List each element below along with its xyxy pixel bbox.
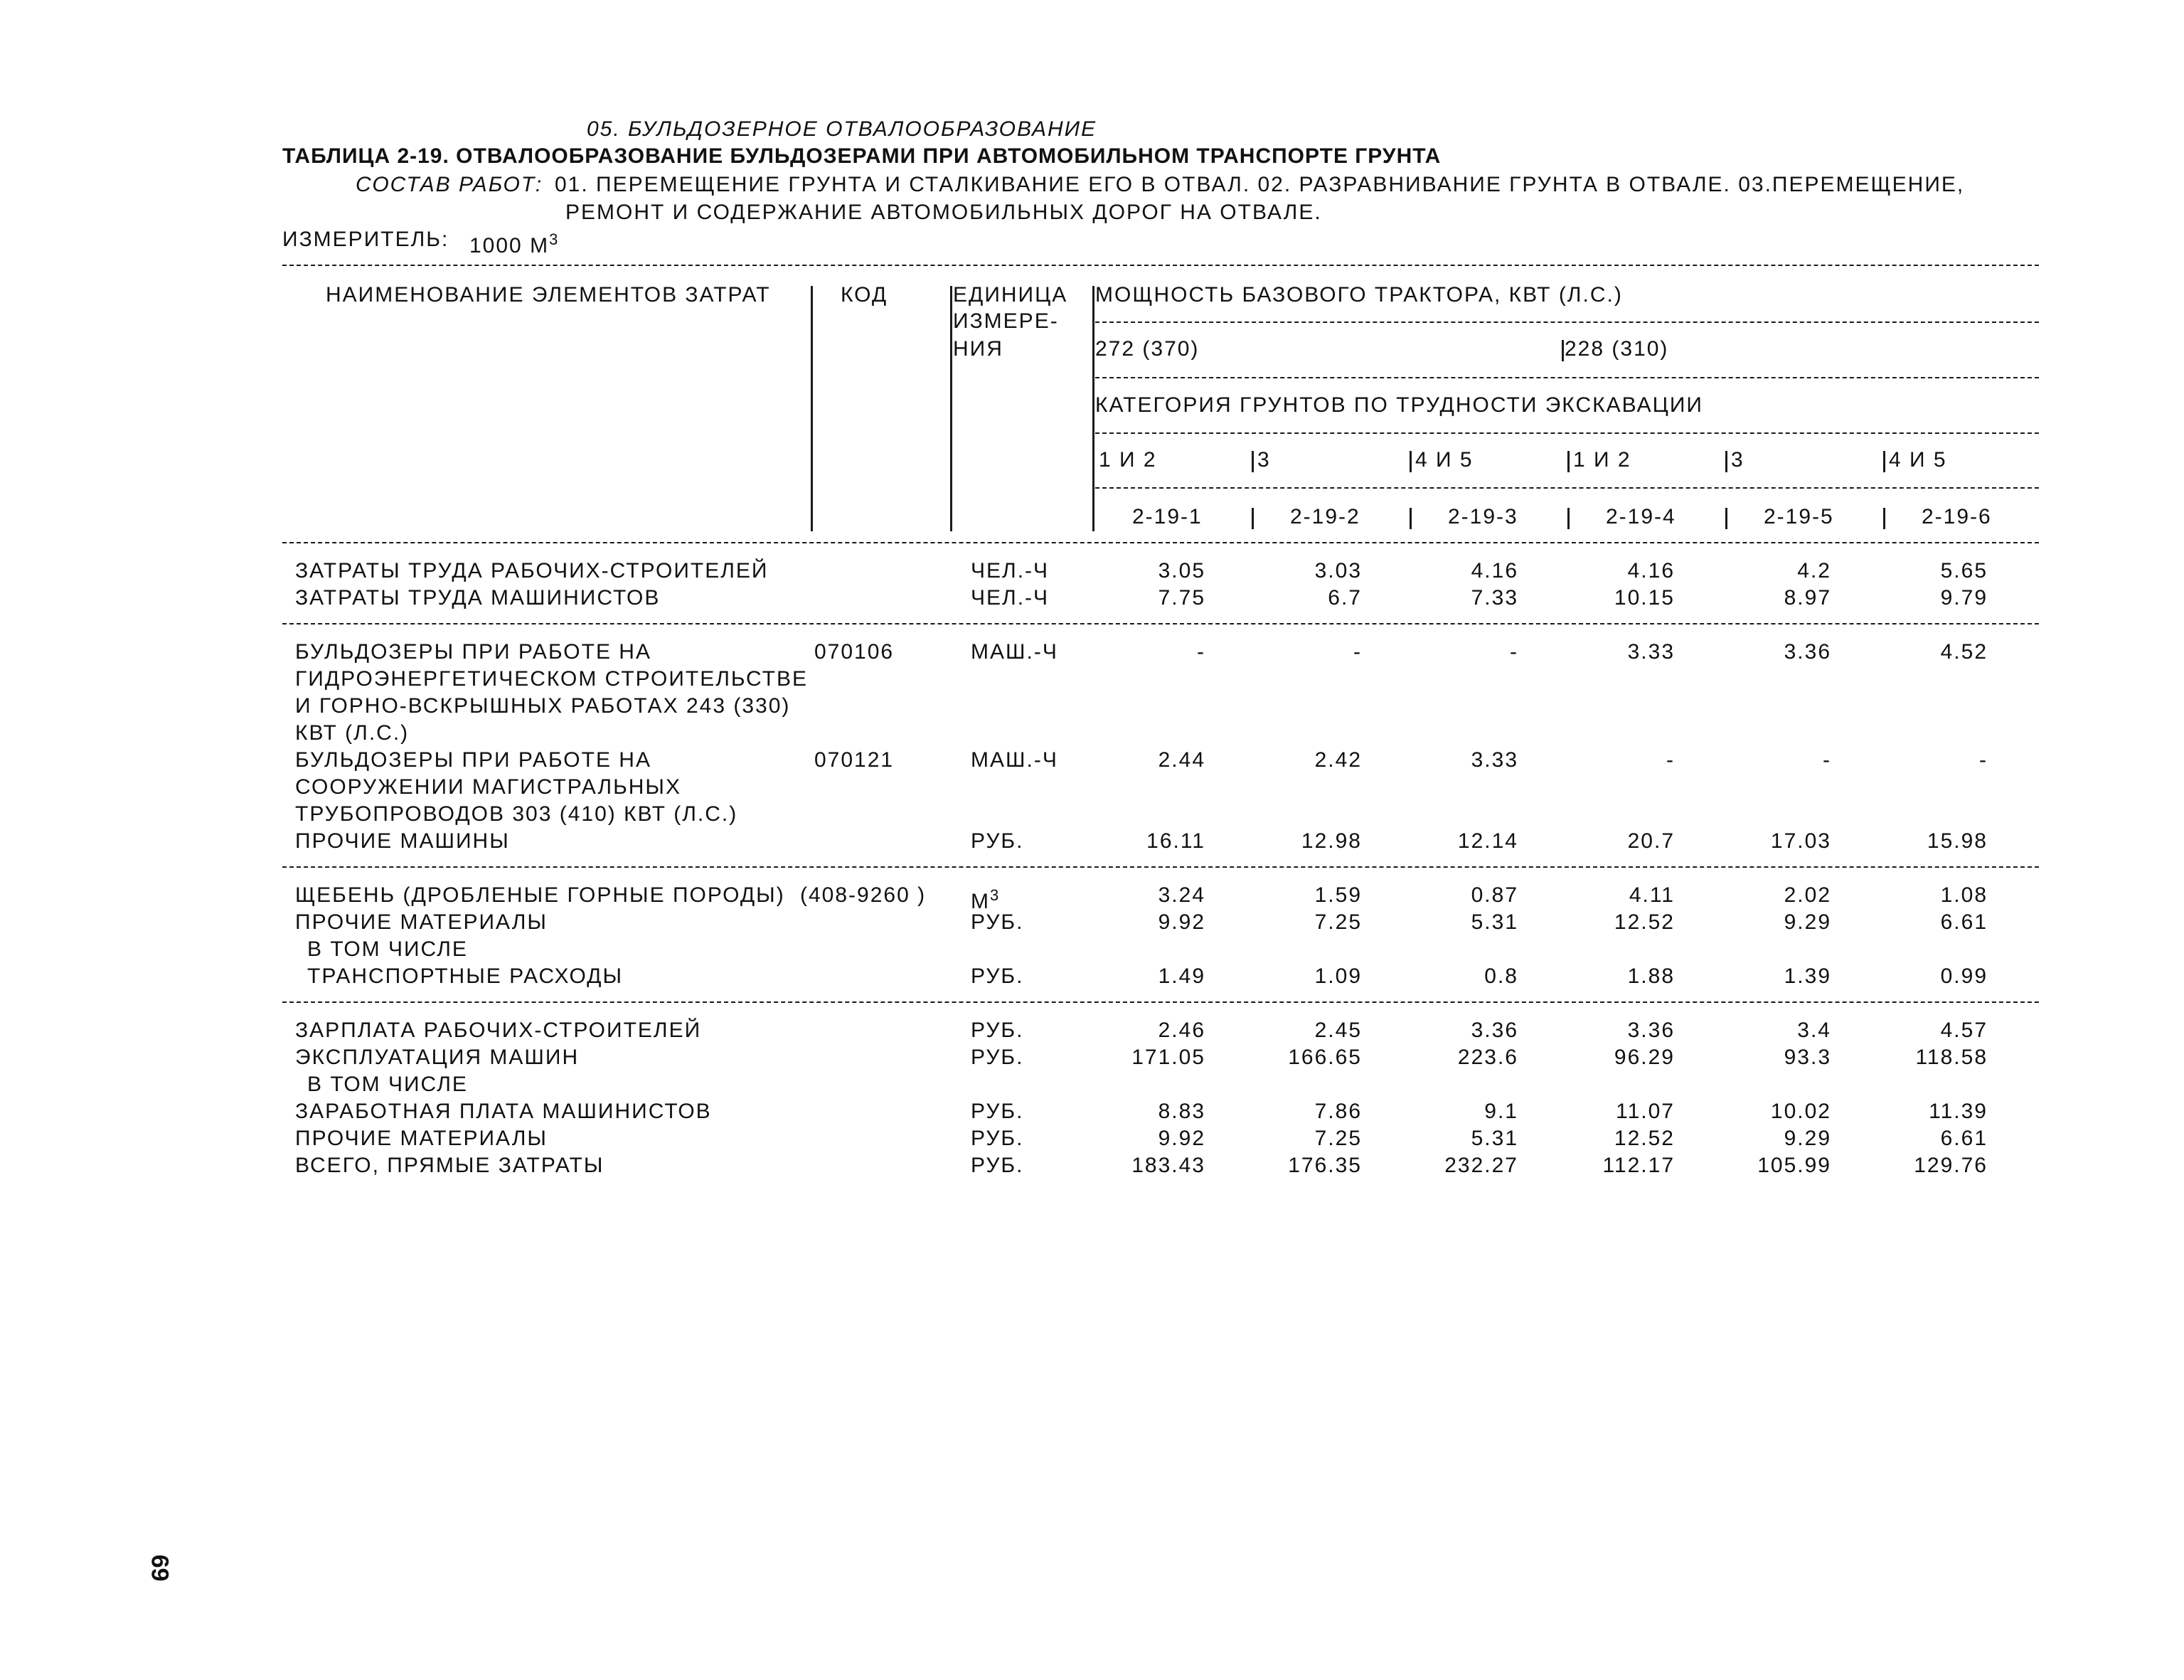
col-divider <box>1883 451 1885 472</box>
category-header: КАТЕГОРИЯ ГРУНТОВ ПО ТРУДНОСТИ ЭКСКАВАЦИИ <box>1095 393 1703 417</box>
row-value: - <box>1197 640 1205 664</box>
row-value: 10.15 <box>1614 586 1675 610</box>
row-value: 12.52 <box>1614 1127 1675 1150</box>
row-value: 7.75 <box>1158 586 1205 610</box>
row-value: 8.83 <box>1158 1100 1205 1123</box>
row-value: 166.65 <box>1288 1046 1362 1069</box>
row-value: 6.61 <box>1940 910 1988 934</box>
code-header-1: 2-19-1 <box>1132 505 1203 528</box>
row-unit: РУБ. <box>971 1019 1024 1042</box>
col-name-header: НАИМЕНОВАНИЕ ЭЛЕМЕНТОВ ЗАТРАТ <box>326 283 771 307</box>
section-title: 05. БУЛЬДОЗЕРНОЕ ОТВАЛООБРАЗОВАНИЕ <box>587 117 1097 141</box>
row-code: 070121 <box>814 748 895 772</box>
code-header-5: 2-19-5 <box>1764 505 1834 528</box>
col-divider <box>811 286 813 531</box>
row-value: 9.92 <box>1158 910 1205 934</box>
row-name: СООРУЖЕНИИ МАГИСТРАЛЬНЫХ <box>295 775 681 799</box>
row-name: ГИДРОЭНЕРГЕТИЧЕСКОМ СТРОИТЕЛЬСТВЕ <box>295 667 808 691</box>
row-value: 223.6 <box>1457 1046 1518 1069</box>
row-value: 0.87 <box>1471 883 1518 907</box>
row-value: 105.99 <box>1757 1154 1831 1177</box>
row-value: 5.31 <box>1471 1127 1518 1150</box>
row-value: 9.79 <box>1940 586 1988 610</box>
row-unit: МАШ.-Ч <box>971 748 1058 772</box>
row-value: 3.36 <box>1471 1019 1518 1042</box>
cat-header-6: 4 И 5 <box>1889 448 1947 472</box>
row-value: 2.44 <box>1158 748 1205 772</box>
col-divider <box>1883 508 1885 529</box>
work-label: СОСТАВ РАБОТ: <box>356 173 543 196</box>
row-name: ТРАНСПОРТНЫЕ РАСХОДЫ <box>307 964 624 988</box>
col-divider <box>1567 508 1570 529</box>
cat-header-5: 3 <box>1731 448 1744 472</box>
header-rule-3 <box>1095 432 2039 434</box>
row-value: 20.7 <box>1627 829 1675 853</box>
row-value: 1.49 <box>1158 964 1205 988</box>
header-rule-4 <box>1095 487 2039 489</box>
row-value: 129.76 <box>1914 1154 1988 1177</box>
row-value: 2.02 <box>1784 883 1831 907</box>
row-name: В ТОМ ЧИСЛЕ <box>307 937 468 961</box>
row-unit: РУБ. <box>971 1154 1024 1177</box>
header-bottom-rule <box>282 542 2039 543</box>
work-line-2: РЕМОНТ И СОДЕРЖАНИЕ АВТОМОБИЛЬНЫХ ДОРОГ НА ОТВАЛЕ. <box>565 201 1322 224</box>
cat-header-1: 1 И 2 <box>1099 448 1157 472</box>
row-value: 6.7 <box>1328 586 1362 610</box>
col-divider <box>1567 451 1570 472</box>
row-unit: МАШ.-Ч <box>971 640 1058 664</box>
row-value: 12.98 <box>1301 829 1362 853</box>
col-unit-header-1: ЕДИНИЦА <box>953 283 1068 307</box>
cat-header-4: 1 И 2 <box>1573 448 1631 472</box>
col-divider <box>1725 451 1727 472</box>
row-name: ЩЕБЕНЬ (ДРОБЛЕНЫЕ ГОРНЫЕ ПОРОДЫ) <box>295 883 785 907</box>
row-value: 93.3 <box>1784 1046 1831 1069</box>
row-value: 0.99 <box>1940 964 1988 988</box>
row-unit: РУБ. <box>971 964 1024 988</box>
code-header-3: 2-19-3 <box>1448 505 1518 528</box>
row-value: 9.92 <box>1158 1127 1205 1150</box>
row-value: 3.05 <box>1158 559 1205 583</box>
row-value: 1.59 <box>1314 883 1362 907</box>
row-name: ЭКСПЛУАТАЦИЯ МАШИН <box>295 1046 580 1069</box>
row-value: 3.03 <box>1314 559 1362 583</box>
row-value: 2.42 <box>1314 748 1362 772</box>
row-value: 232.27 <box>1444 1154 1518 1177</box>
col-unit-header-2: ИЗМЕРЕ- <box>953 309 1059 333</box>
row-value: 1.88 <box>1627 964 1675 988</box>
group-rule <box>282 1001 2039 1003</box>
unit-label: ИЗМЕРИТЕЛЬ: <box>282 228 449 251</box>
row-unit: РУБ. <box>971 1127 1024 1150</box>
row-value: 118.58 <box>1915 1046 1988 1069</box>
row-value: 16.11 <box>1146 829 1205 853</box>
row-value: 4.11 <box>1629 883 1675 907</box>
page-number: 69 <box>146 1554 174 1582</box>
work-line-1: 01. ПЕРЕМЕЩЕНИЕ ГРУНТА И СТАЛКИВАНИЕ ЕГО В ОТВАЛ. 02. РАЗРАВНИВАНИЕ ГРУНТА В ОТВАЛЕ. 03.ПЕРЕМЕЩЕНИЕ, <box>555 173 1965 196</box>
col-divider <box>1252 451 1254 472</box>
row-unit: ЧЕЛ.-Ч <box>971 559 1050 583</box>
row-value: 11.07 <box>1616 1100 1675 1123</box>
row-name: ТРУБОПРОВОДОВ 303 (410) КВТ (Л.С.) <box>295 802 738 826</box>
row-unit: ЧЕЛ.-Ч <box>971 586 1050 610</box>
row-value: 5.65 <box>1940 559 1988 583</box>
row-value: 4.2 <box>1797 559 1831 583</box>
row-name: БУЛЬДОЗЕРЫ ПРИ РАБОТЕ НА <box>295 640 651 664</box>
row-value: 9.29 <box>1784 1127 1831 1150</box>
row-value: 6.61 <box>1940 1127 1988 1150</box>
code-header-2: 2-19-2 <box>1290 505 1360 528</box>
row-value: 3.33 <box>1471 748 1518 772</box>
row-value: 17.03 <box>1770 829 1831 853</box>
unit-value: 1000 $М^3$ <box>469 230 560 257</box>
row-value: - <box>1823 748 1831 772</box>
row-name: И ГОРНО-ВСКРЫШНЫХ РАБОТАХ 243 (330) <box>295 694 791 718</box>
row-value: 7.25 <box>1314 1127 1362 1150</box>
row-name: КВТ (Л.С.) <box>295 721 410 745</box>
code-header-4: 2-19-4 <box>1606 505 1676 528</box>
col-divider <box>1410 508 1412 529</box>
row-value: 7.33 <box>1471 586 1518 610</box>
row-value: 3.4 <box>1797 1019 1831 1042</box>
row-value: 4.16 <box>1627 559 1675 583</box>
row-value: 9.29 <box>1784 910 1831 934</box>
row-value: - <box>1979 748 1988 772</box>
row-value: 176.35 <box>1288 1154 1362 1177</box>
table-top-rule <box>282 265 2039 266</box>
row-unit: РУБ. <box>971 1100 1024 1123</box>
row-value: 4.57 <box>1940 1019 1988 1042</box>
row-name: В ТОМ ЧИСЛЕ <box>307 1073 468 1096</box>
row-value: - <box>1510 640 1518 664</box>
power-a-header: 272 (370) <box>1095 337 1200 361</box>
header-rule-2 <box>1095 377 2039 378</box>
row-value: - <box>1353 640 1362 664</box>
row-value: 12.14 <box>1457 829 1518 853</box>
col-code-header: КОД <box>841 283 888 307</box>
row-value: 1.39 <box>1784 964 1831 988</box>
col-divider <box>1725 508 1727 529</box>
row-value: 7.86 <box>1314 1100 1362 1123</box>
row-name: БУЛЬДОЗЕРЫ ПРИ РАБОТЕ НА <box>295 748 651 772</box>
row-name: ЗАРАБОТНАЯ ПЛАТА МАШИНИСТОВ <box>295 1100 712 1123</box>
row-value: 0.8 <box>1484 964 1518 988</box>
row-name: ПРОЧИЕ МАШИНЫ <box>295 829 510 853</box>
row-value: 96.29 <box>1614 1046 1675 1069</box>
cat-header-2: 3 <box>1257 448 1271 472</box>
row-value: 2.46 <box>1158 1019 1205 1042</box>
row-name: ЗАТРАТЫ ТРУДА МАШИНИСТОВ <box>295 586 661 610</box>
row-name: ПРОЧИЕ МАТЕРИАЛЫ <box>295 910 548 934</box>
row-value: 1.08 <box>1940 883 1988 907</box>
row-unit: РУБ. <box>971 910 1024 934</box>
row-value: 171.05 <box>1131 1046 1205 1069</box>
row-value: 112.17 <box>1602 1154 1675 1177</box>
row-unit: РУБ. <box>971 1046 1024 1069</box>
row-value: 8.97 <box>1784 586 1831 610</box>
col-unit-header-3: НИЯ <box>953 337 1003 361</box>
group-rule <box>282 866 2039 868</box>
row-code: 070106 <box>814 640 895 664</box>
row-value: - <box>1666 748 1675 772</box>
row-value: 10.02 <box>1770 1100 1831 1123</box>
row-name: ПРОЧИЕ МАТЕРИАЛЫ <box>295 1127 548 1150</box>
row-value: 3.36 <box>1627 1019 1675 1042</box>
power-b-header: 228 (310) <box>1565 337 1669 361</box>
row-value: 3.24 <box>1158 883 1205 907</box>
row-value: 9.1 <box>1484 1100 1518 1123</box>
row-value: 3.33 <box>1627 640 1675 664</box>
col-divider <box>950 286 952 531</box>
row-value: 3.36 <box>1784 640 1831 664</box>
row-unit: РУБ. <box>971 829 1024 853</box>
row-value: 4.52 <box>1940 640 1988 664</box>
code-header-6: 2-19-6 <box>1922 505 1992 528</box>
cat-header-3: 4 И 5 <box>1415 448 1474 472</box>
row-value: 5.31 <box>1471 910 1518 934</box>
row-name: ЗАТРАТЫ ТРУДА РАБОЧИХ-СТРОИТЕЛЕЙ <box>295 559 769 583</box>
row-value: 7.25 <box>1314 910 1362 934</box>
row-value: 1.09 <box>1314 964 1362 988</box>
table-title: ТАБЛИЦА 2-19. ОТВАЛООБРАЗОВАНИЕ БУЛЬДОЗЕРАМИ ПРИ АВТОМОБИЛЬНОМ ТРАНСПОРТЕ ГРУНТА <box>282 144 1442 168</box>
row-value: 15.98 <box>1927 829 1988 853</box>
row-name: ЗАРПЛАТА РАБОЧИХ-СТРОИТЕЛЕЙ <box>295 1019 702 1042</box>
col-divider <box>1092 286 1094 531</box>
row-value: 4.16 <box>1471 559 1518 583</box>
col-divider <box>1562 340 1564 361</box>
row-value: 11.39 <box>1929 1100 1988 1123</box>
row-unit: $М^3$ <box>971 886 1001 913</box>
col-divider <box>1410 451 1412 472</box>
col-divider <box>1252 508 1254 529</box>
row-name: ВСЕГО, ПРЯМЫЕ ЗАТРАТЫ <box>295 1154 604 1177</box>
col-power-header: МОЩНОСТЬ БАЗОВОГО ТРАКТОРА, КВТ (Л.С.) <box>1095 283 1623 307</box>
group-rule <box>282 623 2039 624</box>
row-code: (408-9260 ) <box>800 883 927 907</box>
row-value: 2.45 <box>1314 1019 1362 1042</box>
row-value: 183.43 <box>1131 1154 1205 1177</box>
header-rule-1 <box>1095 321 2039 323</box>
row-value: 12.52 <box>1614 910 1675 934</box>
